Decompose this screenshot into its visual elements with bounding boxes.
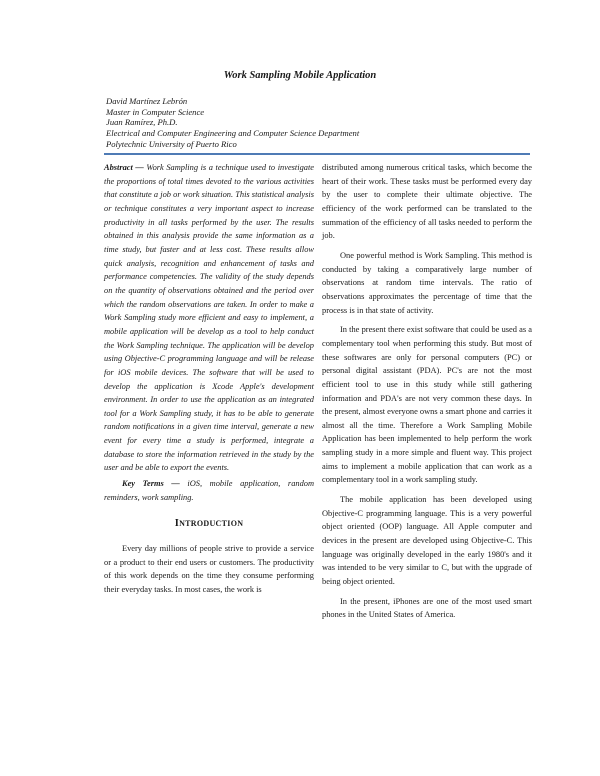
section-heading-introduction: INTRODUCTION — [174, 518, 244, 530]
abstract-text: Work Sampling is a technique used to investigate the proportions of total times devoted to the various activities that constitute a job or work situation. This statistical analysis or technique constitutes a very important aspect to increase productivity in all tasks performed by the user. The results obtained in this analysis provide the same information as a time study, but faster and at less cost. These results allow quick analysis, recognition and enhancement of tasks and performance competencies. The validity of the study depends on the quantity of observations obtained and the period over which the random observations are taken. In order to make a Work Sampling study more efficient and easy to implement, a mobile application will be develop as a tool to help conduct the Work Sampling technique. The application will be develop using Objective-C programming language and will be release for iOS mobile devices. The software that will be used to develop the application is Xcode Apple's development environment. In order to use the application as an integrated tool for a Work Sampling study, it has to be able to generate random notifications in a given time interval, generate a new event for every time a study is performed, integrate a database to store the information retrieved in the study by the user and be able to export the events. — [104, 163, 314, 473]
left-column — [104, 161, 314, 597]
key-terms-label: Key Terms — — [122, 479, 180, 489]
key-terms-text: iOS, mobile application, random reminders, work sampling. — [104, 479, 314, 502]
paragraph: One powerful method is Work Sampling. This method is conducted by taking a comparatively large number of observations at random time intervals. The ratio of observations approximates the percentage of time that the process is in that state of activity. — [322, 250, 532, 315]
author-name: David Martínez Lebrón — [106, 96, 188, 106]
paragraph-continued: distributed among numerous critical tasks, which become the heart of their work. These tasks must be performed every day by the user to complete their ultimate objective. The efficiency of the work performed can be translated to the summation of the efficiency of all tasks needed to perform the job. — [322, 163, 532, 241]
right-column — [322, 161, 532, 622]
header-divider — [104, 153, 530, 155]
intro-paragraph: Every day millions of people strive to provide a service or a product to their end users or customers. The productivity of this work depends on the time they consume performing their everyday tasks. In most cases, the work is — [104, 544, 314, 595]
author-block — [106, 96, 526, 150]
paragraph: The mobile application has been developed using Objective-C programming language. This is a very powerful object oriented (OOP) language. All Apple computer and devices in the present are developed using Objective-C. This language was originally developed in the early 1980's and it was intended to be very similar to C, but with the upgrade of being object oriented. — [322, 495, 532, 587]
author-degree: Master in Computer Science — [106, 106, 205, 117]
paragraph: In the present there exist software that could be used as a complementary tool when performing this study. But most of these softwares are only for personal computers (PC) or personal digital assistant (PDA). PC's are not the most efficient tool to use in this study while still gathering information and PDA's are not very common these days. In the present, almost everyone owns a smart phone and carries it almost all the time. Therefore a Work Sampling Mobile Application has been implemented to help perform the work sampling study in a more simple and fluent way. This project aims to implement a mobile application that can work as a complementary tool in a work sampling study. — [322, 325, 533, 485]
paper-title: Work Sampling Mobile Application — [223, 70, 377, 81]
abstract — [104, 161, 314, 475]
key-terms — [104, 477, 314, 504]
advisor-name: Juan Ramírez, Ph.D. — [106, 117, 178, 128]
abstract-label: Abstract — — [104, 163, 144, 172]
department: Electrical and Computer Engineering and Computer Science Department — [106, 128, 360, 139]
paragraph: In the present, iPhones are one of the most used smart phones in the United States of America. — [322, 596, 532, 620]
university: Polytechnic University of Puerto Rico — [106, 138, 237, 149]
